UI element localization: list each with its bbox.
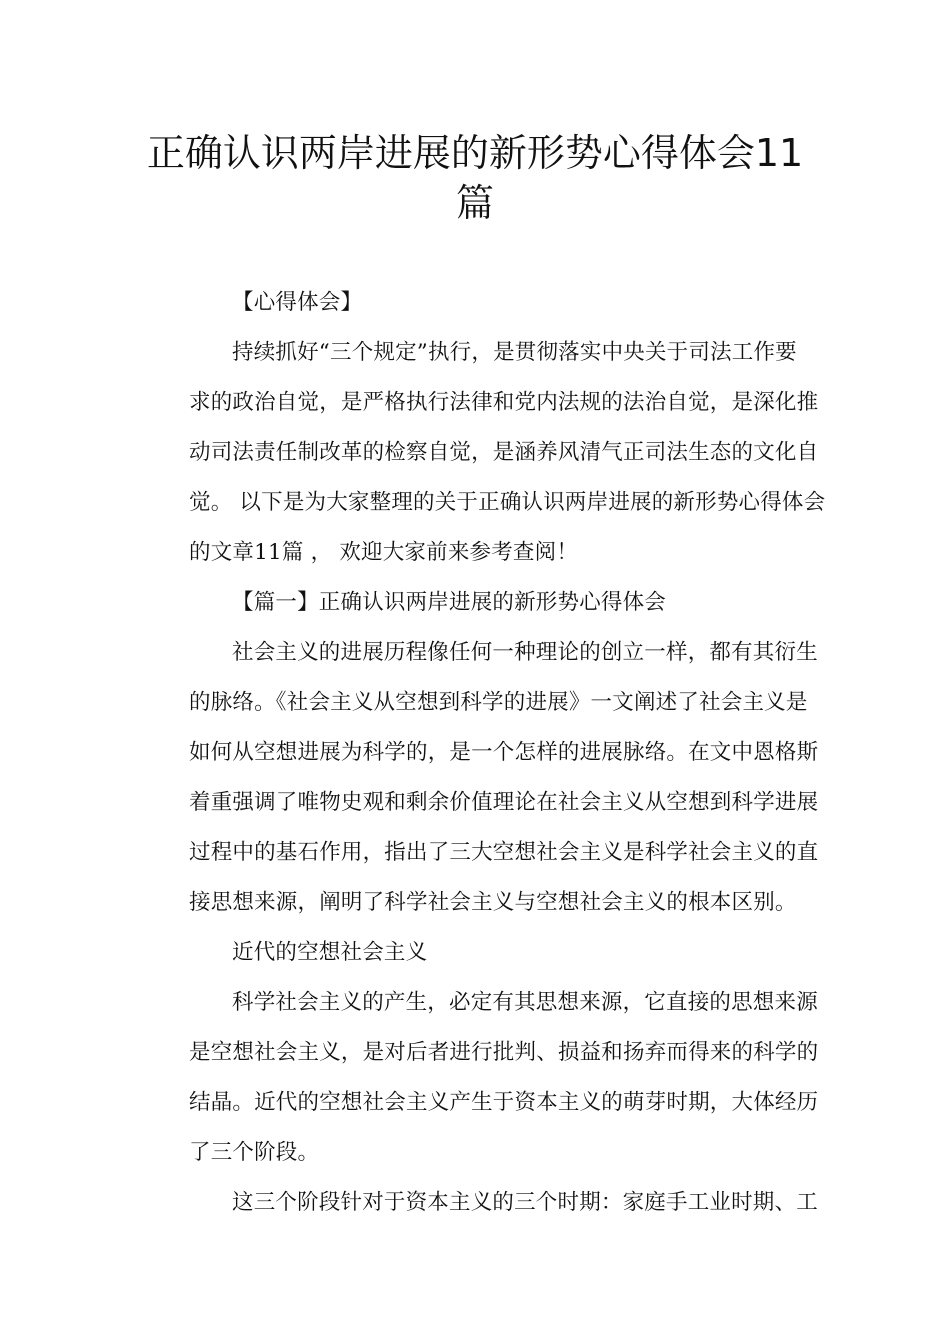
- chapter-heading: [146, 578, 806, 628]
- text-line: 近代的空想社会主义: [232, 940, 428, 965]
- text-line: 结晶。近代的空想社会主义产生于资本主义的萌芽时期，大体经历: [189, 1090, 819, 1115]
- text-line: 【心得体会】: [232, 290, 363, 315]
- text-line: 如何从空想进展为科学的，是一个怎样的进展脉络。在文中恩格斯: [189, 740, 819, 765]
- text-line: 社会主义的进展历程像任何一种理论的创立一样，都有其衍生: [232, 640, 818, 665]
- body-paragraph: [146, 628, 819, 928]
- document-body: [146, 278, 826, 1228]
- title-line-1: 正确认识两岸进展的新形势心得体会11: [146, 131, 804, 175]
- text-line: 科学社会主义的产生，必定有其思想来源，它直接的思想来源: [232, 990, 818, 1015]
- text-line: 过程中的基石作用，指出了三大空想社会主义是科学社会主义的直: [189, 840, 819, 865]
- text-line: 的文章11篇 ， 欢迎大家前来参考查阅！: [189, 540, 579, 565]
- intro-paragraph: [146, 328, 826, 578]
- text-line: 了三个阶段。: [189, 1140, 320, 1165]
- text-line: 是空想社会主义，是对后者进行批判、损益和扬弃而得来的科学的: [189, 1040, 819, 1065]
- text-line: 求的政治自觉，是严格执行法律和党内法规的法治自觉，是深化推: [189, 390, 819, 415]
- text-line: 持续抓好“三个规定”执行，是贯彻落实中央关于司法工作要: [232, 340, 797, 365]
- document-title: [100, 128, 850, 228]
- text-line: 觉。 以下是为大家整理的关于正确认识两岸进展的新形势心得体会: [189, 490, 826, 515]
- text-line: 动司法责任制改革的检察自觉，是涵养风清气正司法生态的文化自: [189, 440, 819, 465]
- subheading: [146, 928, 806, 978]
- text-line: 接思想来源，阐明了科学社会主义与空想社会主义的根本区别。: [189, 890, 797, 915]
- text-line: 着重强调了唯物史观和剩余价值理论在社会主义从空想到科学进展: [189, 790, 819, 815]
- text-line: 这三个阶段针对于资本主义的三个时期：家庭手工业时期、工: [232, 1190, 818, 1215]
- title-line-2: 篇: [455, 181, 494, 225]
- text-line: 的脉络。《社会主义从空想到科学的进展》一文阐述了社会主义是: [189, 690, 808, 715]
- body-paragraph: [146, 1178, 818, 1228]
- text-line: 【篇一】正确认识两岸进展的新形势心得体会: [232, 590, 667, 615]
- section-label: [146, 278, 806, 328]
- body-paragraph: [146, 978, 819, 1178]
